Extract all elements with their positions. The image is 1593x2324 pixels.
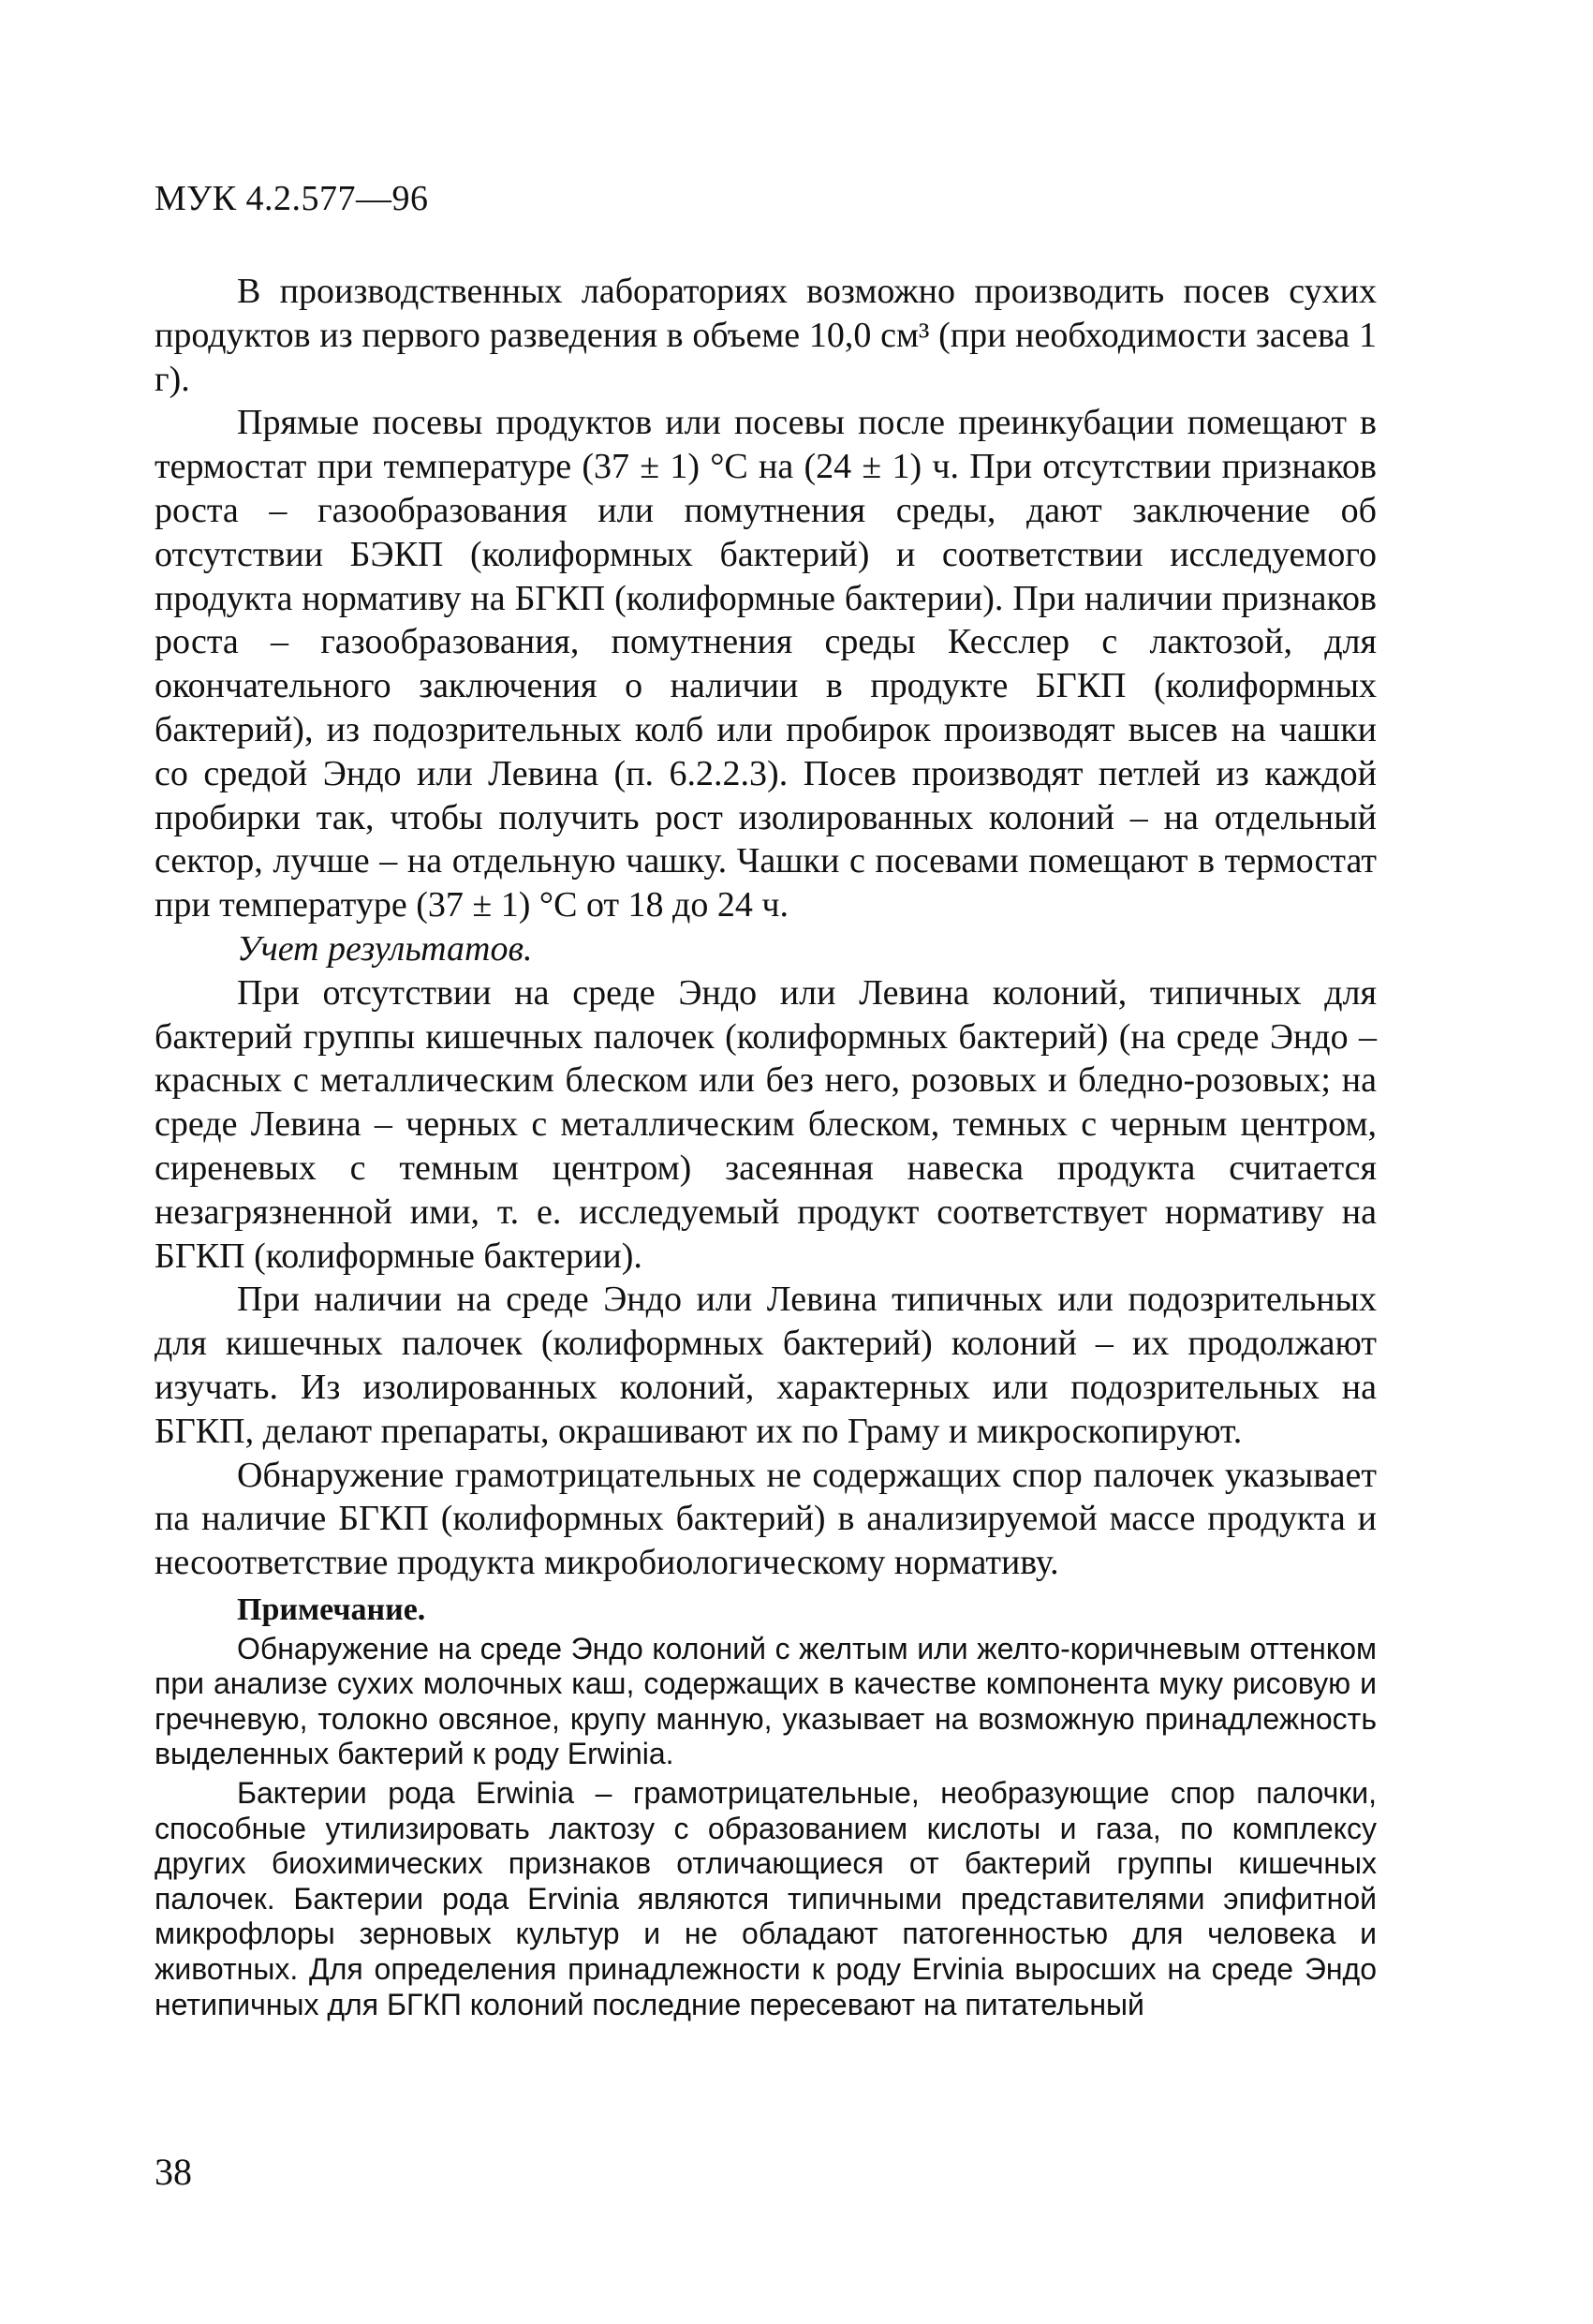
paragraph-2: Прямые посевы продуктов или посевы после преинкубации помещают в термостат при температуре (37 ± 1) °С на (24 ± 1) ч. При отсутствии признаков роста – газообразования или помутнения среды, дают заключение об отсутствии БЭКП (колиформных бактерий) и соответствии исследуемого продукта нормативу на БГКП (колиформные бактерии). При наличии признаков роста – газообразования, помутнения среды Кесслер с лактозой, для окончательного заключения о наличии в продукте БГКП (колиформных бактерий), из подозрительных колб или пробирок производят высев на чашки со средой Эндо или Левина (п. 6.2.2.3). Посев производят петлей из каждой пробирки так, чтобы получить рост изолированных колоний – на отдельный сектор, лучше – на отдельную чашку. Чашки с посевами помещают в термостат при температуре (37 ± 1) °С от 18 до 24 ч.: [155, 403, 1377, 925]
note-section: [155, 1592, 1377, 2026]
note-title: Примечание.: [237, 1592, 426, 1627]
page-number: 38: [155, 2151, 192, 2193]
note-paragraph-1: Обнаружение на среде Эндо колоний с желтым или желто-коричневым оттенком при анализе сухих молочных каш, содержащих в качестве компонента муку рисовую и гречневую, толокно овсяное, крупу манную, указывает на возможную принадлежность выделенных бактерий к роду Erwinia.: [155, 1631, 1377, 1771]
main-text: [155, 270, 1377, 1585]
paragraph-1: В производственных лабораториях возможно производить посев сухих продуктов из первого разведения в объеме 10,0 см³ (при необходимости засева 1 г).: [155, 272, 1377, 399]
section-subheading: Учет результатов.: [237, 928, 533, 969]
note-paragraph-2: Бактерии рода Erwinia – грамотрицательные, необразующие спор палочки, способные утилизировать лактозу с образованием кислоты и газа, по комплексу других биохимических признаков отличающиеся от бактерий группы кишечных палочек. Бактерии рода Ervinia являются типичными представителями эпифитной микрофлоры зерновых культур и не обладают патогенностью для человека и животных. Для определения принадлежности к роду Ervinia выросших на среде Эндо нетипичных для БГКП колоний последние пересевают на питательный: [155, 1775, 1377, 2021]
paragraph-5: Обнаружение грамотрицательных не содержащих спор палочек указывает па наличие БГКП (колиформных бактерий) в анализируемой массе продукта и несоответствие продукта микробиологическому нормативу.: [155, 1455, 1377, 1583]
paragraph-4: При наличии на среде Эндо или Левина типичных или подозрительных для кишечных палочек (колиформных бактерий) колоний – их продолжают изучать. Из изолированных колоний, характерных или подозрительных на БГКП, делают препараты, окрашивают их по Граму и микроскопируют.: [155, 1280, 1377, 1451]
document-code: МУК 4.2.577—96: [155, 179, 429, 218]
paragraph-3: При отсутствии на среде Эндо или Левина колоний, типичных для бактерий группы кишечных палочек (колиформных бактерий) (на среде Эндо – красных с металлическим блеском или без него, розовых и бледно-розовых; на среде Левина – черных с металлическим блеском, темных с черным центром, сиреневых с темным центром) засеянная навеска продукта считается незагрязненной ими, т. е. исследуемый продукт соответствует нормативу на БГКП (колиформные бактерии).: [155, 972, 1377, 1276]
